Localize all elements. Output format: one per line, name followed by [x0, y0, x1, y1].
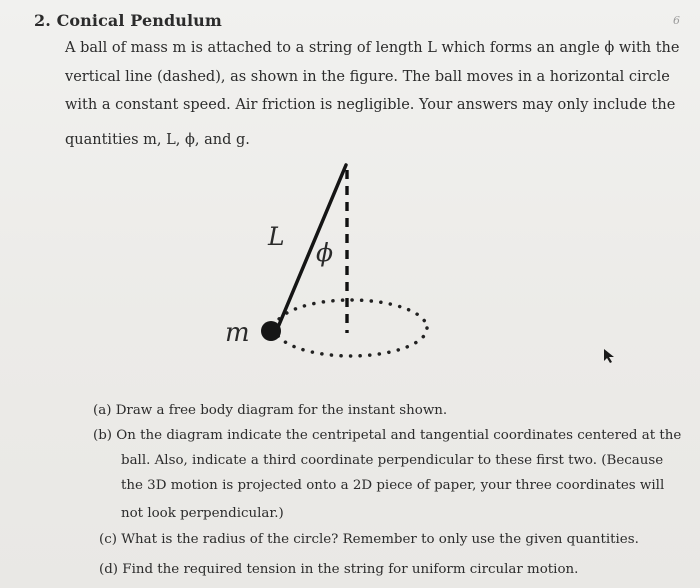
- intro-line-3: with a constant speed. Air friction is negligible. Your answers may only include the: [65, 97, 676, 113]
- pendulum-string: [276, 165, 346, 332]
- string-length-label: L: [268, 222, 285, 251]
- intro-line-4: quantities m, L, ϕ, and g.: [65, 132, 250, 148]
- question-d: (d) Find the required tension in the string for uniform circular motion.: [99, 562, 579, 577]
- circular-path: [275, 300, 427, 356]
- problem-title: 2. Conical Pendulum: [34, 11, 222, 30]
- intro-line-1: A ball of mass m is attached to a string of length L which forms an angle ϕ with the: [65, 40, 680, 56]
- question-b-line-2: ball. Also, indicate a third coordinate perpendicular to these first two. (Because: [121, 453, 664, 468]
- question-c: (c) What is the radius of the circle? Remember to only use the given quantities.: [99, 532, 639, 547]
- question-a: (a) Draw a free body diagram for the instant shown.: [93, 403, 448, 418]
- intro-line-2: vertical line (dashed), as shown in the figure. The ball moves in a horizontal circle: [65, 69, 670, 85]
- mass-label: m: [225, 318, 250, 348]
- corner-mark: 6: [673, 14, 680, 27]
- pendulum-ball: [261, 321, 281, 341]
- question-b-line-1: (b) On the diagram indicate the centripetal and tangential coordinates centered at the: [93, 428, 682, 443]
- mouse-pointer-icon: [603, 348, 617, 364]
- question-b-line-4: not look perpendicular.): [121, 506, 284, 521]
- angle-label: ϕ: [316, 238, 334, 267]
- question-b-line-3: the 3D motion is projected onto a 2D piece of paper, your three coordinates will: [121, 478, 665, 493]
